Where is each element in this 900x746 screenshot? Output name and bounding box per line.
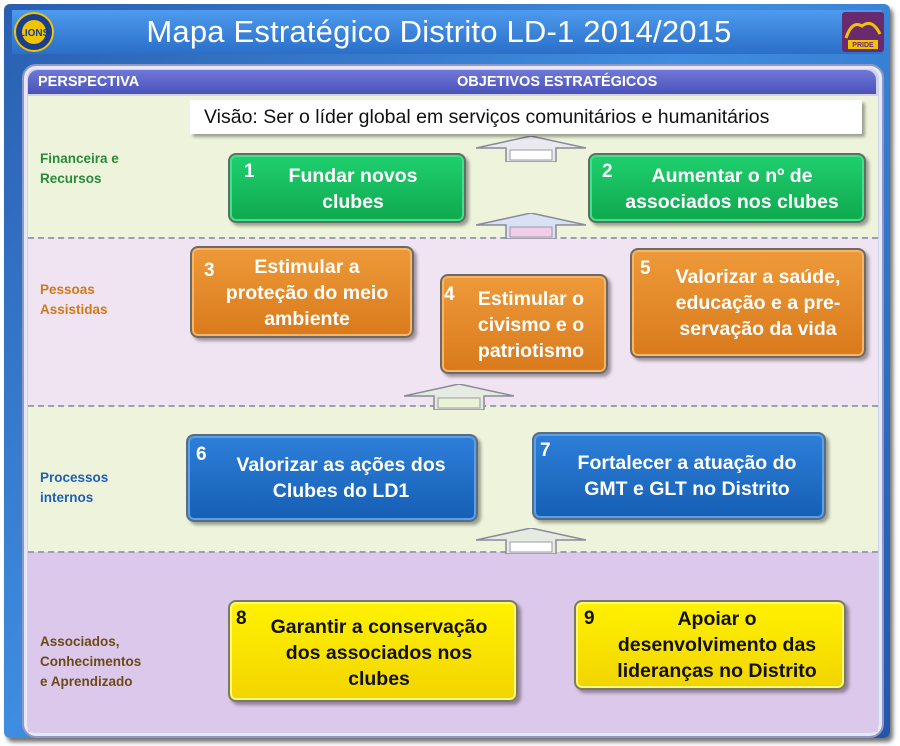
objective-line: GMT e GLT no Distrito <box>584 478 790 500</box>
up-arrow-icon <box>404 384 514 410</box>
objective-9 <box>574 600 846 690</box>
objective-8 <box>228 600 518 702</box>
objective-1 <box>228 153 466 223</box>
pride-logo <box>842 12 884 52</box>
perspective-header: PERSPECTIVA <box>38 74 140 90</box>
objective-line: ambiente <box>264 308 350 330</box>
perspective-line: Associados, <box>40 634 120 649</box>
objective-line: Clubes do LD1 <box>272 480 410 502</box>
objective-text <box>654 264 862 342</box>
objective-line: desenvolvimento das <box>617 634 817 656</box>
objective-text <box>248 614 510 692</box>
objective-number: 1 <box>244 161 255 182</box>
perspective-line: Recursos <box>40 171 102 186</box>
objective-line: Valorizar as ações dos <box>236 454 446 476</box>
objective-line: proteção do meio <box>225 282 389 304</box>
objective-2 <box>588 153 866 223</box>
perspective-line: e Aprendizado <box>40 674 133 689</box>
objective-line: clubes <box>348 668 410 690</box>
perspective-associados <box>40 632 141 692</box>
objective-number: 3 <box>204 260 215 281</box>
objective-line: lideranças no Distrito <box>617 660 817 682</box>
objective-4 <box>440 274 608 374</box>
objective-7 <box>532 432 826 520</box>
objective-number: 2 <box>602 161 613 182</box>
band-divider <box>28 551 878 553</box>
header-bar <box>28 70 876 94</box>
objective-line: Estimular o <box>477 288 585 310</box>
objective-number: 5 <box>640 258 651 279</box>
objective-line: civismo e o <box>477 314 585 336</box>
objective-number: 4 <box>444 284 455 305</box>
perspective-line: Processos <box>40 470 109 485</box>
objective-number: 9 <box>584 608 595 629</box>
objective-line: Aumentar o nº de <box>651 165 813 187</box>
objective-number: 8 <box>236 608 247 629</box>
up-arrow-icon <box>476 136 586 162</box>
perspective-line: Assistidas <box>40 302 108 317</box>
objective-line: servação da vida <box>679 318 837 340</box>
objective-line: Fortalecer a atuação do <box>577 452 797 474</box>
objective-line: Apoiar o <box>677 608 757 630</box>
perspective-line: Financeira e <box>40 151 119 166</box>
objective-line: dos associados nos <box>285 642 473 664</box>
objective-text <box>210 452 472 504</box>
objective-text <box>206 254 408 332</box>
objective-line: associados nos clubes <box>625 191 839 213</box>
perspective-line: Conhecimentos <box>40 654 142 669</box>
objective-number: 7 <box>540 440 551 461</box>
objective-5 <box>630 248 866 358</box>
objective-line: educação e a pre- <box>675 292 841 314</box>
objectives-header: OBJETIVOS ESTRATÉGICOS <box>457 74 658 90</box>
lions-logo <box>14 12 54 52</box>
objective-number: 6 <box>196 444 207 465</box>
objective-line: Estimular a <box>254 256 360 278</box>
objective-text <box>554 450 820 502</box>
up-arrow-icon <box>476 213 586 239</box>
objective-line: patriotismo <box>477 340 585 362</box>
pride-logo-text: PRIDE <box>852 42 874 49</box>
perspective-pessoas <box>40 280 108 320</box>
objective-6 <box>186 434 478 522</box>
objective-line: Garantir a conservação <box>270 616 488 638</box>
objective-line: clubes <box>322 191 384 213</box>
perspective-line: internos <box>40 490 94 505</box>
lions-logo-text: LIONS <box>18 28 50 39</box>
perspective-processos <box>40 468 108 508</box>
objective-text <box>460 286 602 364</box>
objective-text <box>250 163 456 215</box>
objective-text <box>606 163 858 215</box>
objective-line: Fundar novos <box>288 165 418 187</box>
vision-text: Visão: Ser o líder global em serviços comunitários e humanitários <box>204 106 770 128</box>
objective-text <box>594 606 840 684</box>
vision-statement <box>190 100 862 134</box>
band-divider <box>28 237 878 239</box>
perspective-line: Pessoas <box>40 282 95 297</box>
page-title: Mapa Estratégico Distrito LD-1 2014/2015 <box>146 14 732 49</box>
up-arrow-icon <box>476 528 586 554</box>
objective-3 <box>190 246 414 338</box>
perspective-financeira <box>40 149 119 189</box>
objective-line: Valorizar a saúde, <box>675 266 841 288</box>
